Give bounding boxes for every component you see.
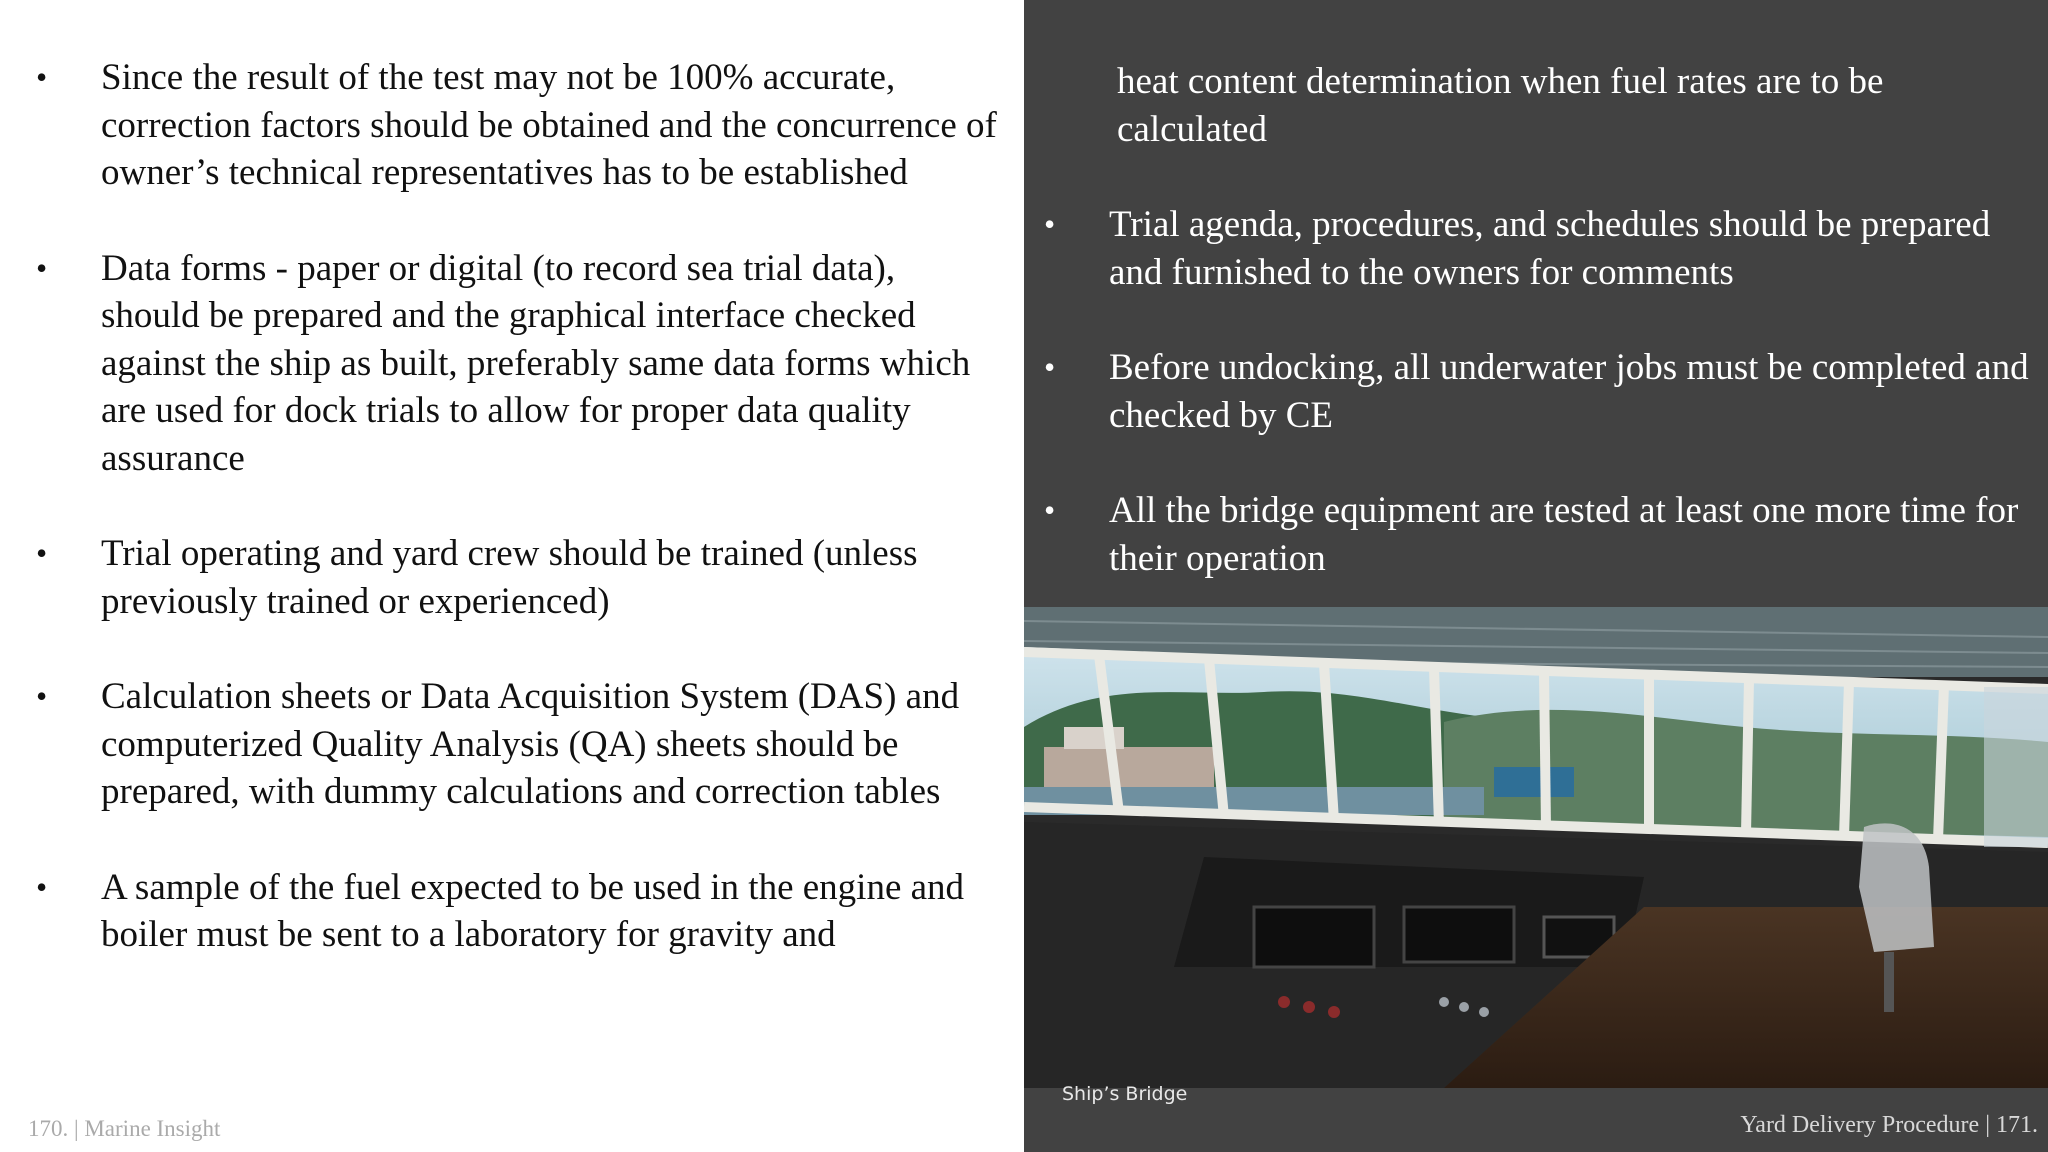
continued-bullet-text: heat content determination when fuel rates are to be calculated: [1117, 61, 1884, 150]
photo-caption: Ship’s Bridge: [1062, 1083, 1188, 1105]
right-bullet-list: [1024, 201, 2034, 630]
bullet-item: [0, 530, 1000, 625]
bullet-item: [1024, 487, 2034, 582]
page-folio-right: Yard Delivery Procedure | 171.: [1740, 1112, 2038, 1138]
ship-bridge-photo: [1024, 607, 2048, 1088]
bullet-item: [1024, 344, 2034, 439]
bullet-text: A sample of the fuel expected to be used in the engine and boiler must be sent to a laboratory for gravity and: [101, 866, 965, 955]
bullet-text: All the bridge equipment are tested at least one more time for their operation: [1109, 490, 2019, 579]
bullet-item: [0, 673, 1000, 816]
bullet-icon: •: [1044, 349, 1056, 385]
bullet-icon: •: [36, 249, 48, 286]
bullet-icon: •: [1044, 206, 1056, 242]
bullet-text: Trial agenda, procedures, and schedules should be prepared and furnished to the owners for comments: [1109, 204, 1991, 293]
bullet-text: Calculation sheets or Data Acquisition System (DAS) and computerized Quality Analysis (QA) sheets should be prepared, with dummy calculations and correction tables: [101, 676, 960, 812]
bullet-text: Trial operating and yard crew should be trained (unless previously trained or experienced): [101, 533, 918, 622]
bullet-item: [0, 245, 1000, 483]
page-folio-left: 170. | Marine Insight: [28, 1116, 221, 1141]
left-bullet-list: [0, 54, 1000, 1007]
bullet-icon: •: [36, 678, 48, 714]
bullet-item: [1024, 201, 2034, 296]
bullet-item: [0, 54, 1000, 197]
bullet-text: Since the result of the test may not be 100% accurate, correction factors should be obtained and the concurrence of owner’s technical representatives has to be established: [101, 57, 997, 193]
bullet-icon: •: [36, 59, 48, 95]
bullet-icon: •: [36, 535, 48, 571]
bullet-icon: •: [36, 868, 48, 905]
bullet-text: Before undocking, all underwater jobs must be completed and checked by CE: [1109, 347, 2029, 436]
bullet-text: Data forms - paper or digital (to record sea trial data), should be prepared and the graphical interface checked against the ship as built, preferably same data forms which are used for dock trials to allow for proper data quality assurance: [101, 247, 971, 479]
bullet-item: [0, 864, 1000, 959]
bridge-illustration: [1024, 607, 2048, 1088]
bullet-icon: •: [1044, 492, 1056, 528]
